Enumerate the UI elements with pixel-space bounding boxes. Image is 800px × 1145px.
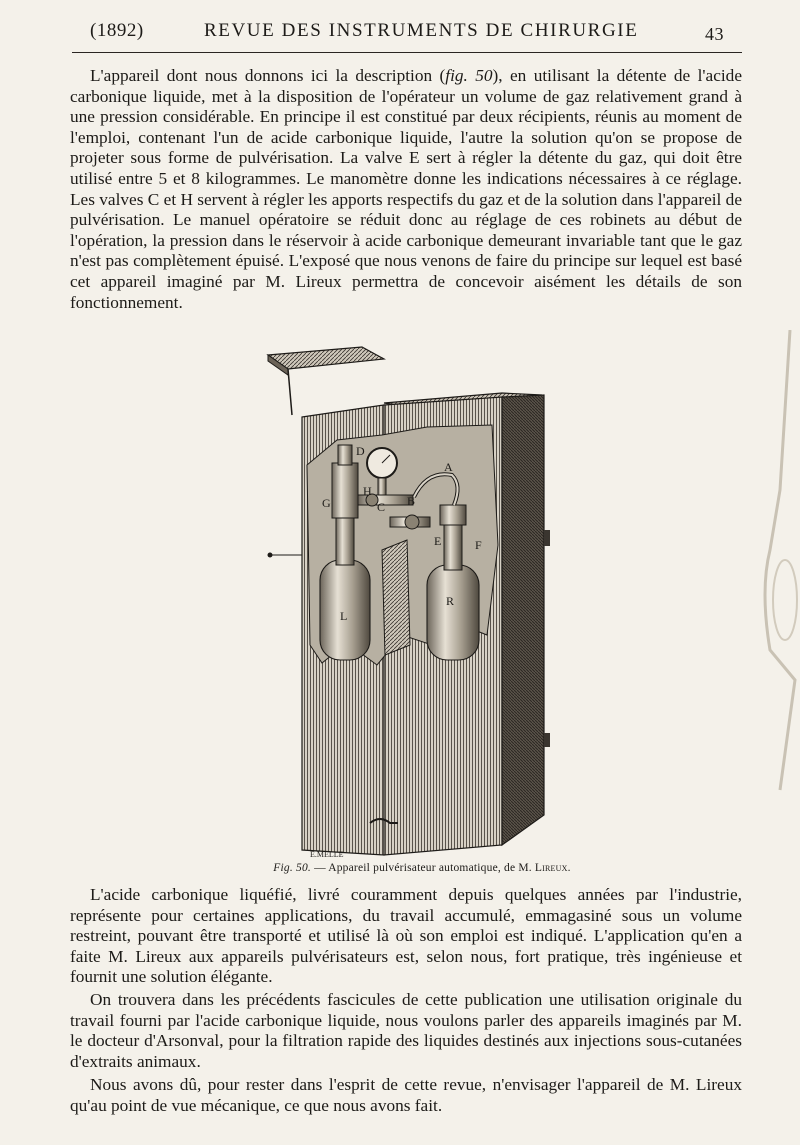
paragraph-1-rest: ), en utilisant la détente de l'acide carbonique liquide, met à la disposition de l'opérateur un volume de gaz relativement grand à une pression considérable. En principe il est constitué par deux récipients, réunis au moment de l'emploi, contenant l'un de acide carbonique liquide, l'autre la solution qu'on se propose de projeter sous forme de pulvérisation. La valve E sert à régler la détente du gaz, qui doit être utilisé entre 5 et 8 kilogrammes. Le manomètre donne les indications nécessaires à ce réglage. Les valves C et H servent à régler les apports respectifs du gaz et de la solution dans l'appareil de pulvérisation. Le manuel opératoire se réduit donc au réglage de ces robinets au début de l'opération, la pression dans le réservoir à acide carbonique demeurant invariable tant que le gaz n'est pas complètement épuisé. L'exposé que nous venons de faire du principe sur lequel est basé cet appareil imaginé par M. Lireux permettra de concevoir aisément les détails de son fonctionnement. (70, 66, 742, 312)
label-f: F (475, 538, 482, 552)
label-a: A (444, 460, 453, 474)
show-through-shadow (740, 330, 800, 800)
figure-caption (262, 862, 582, 874)
caption-text: — Appareil pulvérisateur automatique, de (311, 862, 519, 874)
cylinder-right (427, 565, 479, 660)
paragraph-2: L'acide carbonique liquéfié, livré couramment depuis quelques années par l'industrie, représente pour certaines applications, du travail accumulé, emmagasiné sous un volume restreint, pouvant être transporté et utilisé là où son emploi est indiqué. L'application qu'en a faite M. Lireux aux appareils pulvérisateurs est, selon nous, fort pratique, très ingénieuse et fournit une solution élégante. (70, 885, 742, 987)
paragraph-3: On trouvera dans les précédents fascicules de cette publication une utilisation originale du travail fourni par l'acide carbonique liquide, nous voulons parler des appareils imaginés par M. le docteur d'Arsonval, pour la filtration rapide des liquides destinés aux injections sous-cutanées d'extraits animaux. (70, 990, 742, 1071)
paragraph-1 (70, 66, 742, 313)
engraver-signature: E.MELLE (310, 850, 344, 859)
header-year: (1892) (90, 20, 144, 41)
label-c: C (377, 500, 386, 514)
box-lid (268, 347, 384, 369)
label-e: E (434, 534, 442, 548)
running-header (72, 18, 742, 53)
figure-engraving (262, 345, 562, 860)
paragraph-1-start: L'appareil dont nous donnons ici la description ( (90, 66, 446, 85)
label-b: B (407, 494, 416, 508)
label-h: H (363, 484, 372, 498)
caption-author: M. Lireux. (518, 862, 571, 874)
label-l: L (340, 609, 348, 623)
caption-figure-number: Fig. 50. (273, 862, 311, 874)
journal-title: REVUE DES INSTRUMENTS DE CHIRURGIE (204, 20, 639, 41)
paragraph-4: Nous avons dû, pour rester dans l'esprit de cette revue, n'envisager l'appareil de M. Lireux qu'au point de vue mécanique, ce que nous avons fait. (70, 1075, 742, 1115)
label-g: G (322, 496, 331, 510)
label-r: R (446, 594, 455, 608)
label-d: D (356, 444, 365, 458)
figure-reference: fig. 50 (445, 66, 493, 85)
page-number: 43 (705, 24, 724, 44)
